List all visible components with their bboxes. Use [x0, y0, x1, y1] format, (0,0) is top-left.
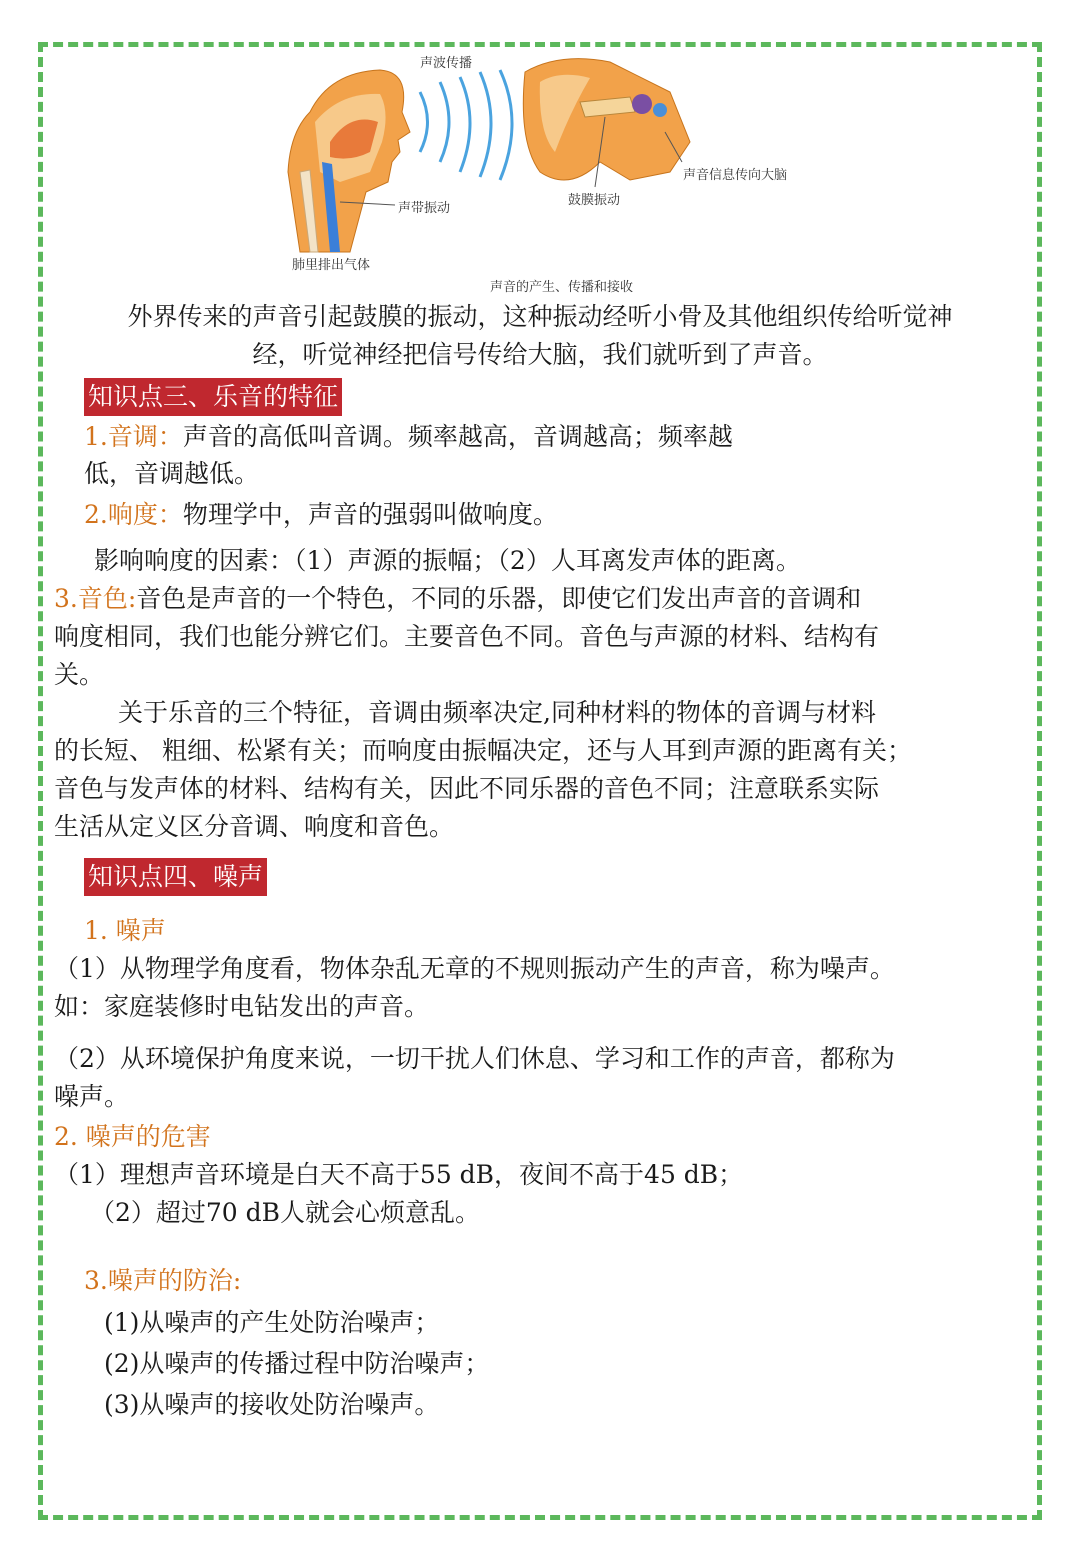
noise-def-2-line-2: 噪声。	[54, 1082, 130, 1111]
timbre-line-2: 响度相同，我们也能分辨它们。主要音色不同。音色与声源的材料、结构有	[54, 622, 880, 651]
timbre-line-3: 关。	[54, 660, 105, 689]
summary-line-1: 关于乐音的三个特征，音调由频率决定,同种材料的物体的音调与材料	[118, 698, 876, 727]
noise-def-2-line-1: （2）从环境保护角度来说，一切干扰人们休息、学习和工作的声音，都称为	[54, 1044, 895, 1073]
pitch-line	[84, 418, 733, 456]
noise-def-1-line-2: 如：家庭装修时电钻发出的声音。	[54, 992, 430, 1021]
noise-heading-3: 3.噪声的防治:	[84, 1266, 242, 1295]
intro-line: 外界传来的声音引起鼓膜的振动，这种振动经听小骨及其他组织传给听觉神	[127, 302, 953, 331]
noise-heading-2: 2. 噪声的危害	[54, 1122, 211, 1151]
loudness-factors: 影响响度的因素：（1）声源的振幅；（2）人耳离发声体的距离。	[94, 546, 801, 575]
summary-line-3: 音色与发声体的材料、结构有关，因此不同乐器的音色不同；注意联系实际	[54, 774, 880, 803]
pitch-line-2: 低，音调越低。	[84, 459, 260, 488]
intro-paragraph	[58, 298, 1022, 374]
label-eardrum: 鼓膜振动	[568, 193, 621, 208]
section-heading-kp3: 知识点三、乐音的特征	[84, 378, 342, 416]
timbre-text: 音色是声音的一个特色，不同的乐器，即使它们发出声音的音调和	[136, 584, 862, 613]
noise-control-1: (1)从噪声的产生处防治噪声；	[104, 1308, 440, 1337]
noise-control-2: (2)从噪声的传播过程中防治噪声；	[104, 1349, 490, 1378]
label-lung: 肺里排出气体	[292, 258, 371, 273]
loudness-key: 2.响度：	[84, 500, 183, 529]
pitch-key: 1.音调：	[84, 422, 183, 451]
figure-caption: 声音的产生、传播和接收	[490, 280, 634, 295]
timbre-line	[54, 580, 861, 618]
sound-illustration	[270, 52, 830, 295]
summary-line-4: 生活从定义区分音调、响度和音色。	[54, 812, 455, 841]
noise-heading-1: 1. 噪声	[84, 916, 166, 945]
noise-control-3: (3)从噪声的接收处防治噪声。	[104, 1390, 440, 1419]
summary-line-2: 的长短、 粗细、松紧有关；而响度由振幅决定，还与人耳到声源的距离有关；	[54, 736, 912, 765]
loudness-text: 物理学中，声音的强弱叫做响度。	[182, 500, 558, 529]
timbre-key: 3.音色:	[54, 584, 137, 613]
pitch-text: 声音的高低叫音调。频率越高，音调越高；频率越	[182, 422, 733, 451]
section-heading-kp4: 知识点四、噪声	[84, 858, 267, 896]
intro-line: 经，听觉神经把信号传给大脑，我们就听到了声音。	[252, 340, 828, 369]
label-vocal-cord: 声带振动	[398, 201, 451, 216]
noise-harm-2: （2）超过70 dB人就会心烦意乱。	[90, 1198, 481, 1227]
noise-harm-1: （1）理想声音环境是白天不高于55 dB，夜间不高于45 dB；	[54, 1160, 744, 1189]
label-to-brain: 声音信息传向大脑	[683, 168, 788, 183]
loudness-line	[84, 496, 558, 534]
label-wave-propagation: 声波传播	[420, 56, 473, 71]
noise-def-1-line-1: （1）从物理学角度看，物体杂乱无章的不规则振动产生的声音，称为噪声。	[54, 954, 895, 983]
